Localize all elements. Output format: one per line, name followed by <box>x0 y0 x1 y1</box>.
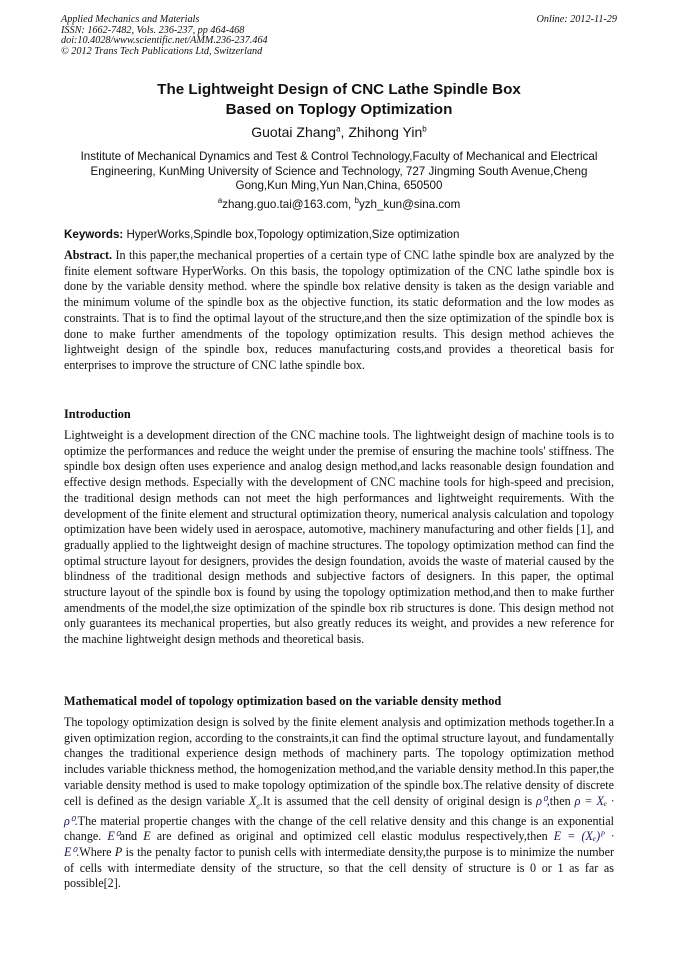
paper-title <box>61 80 617 120</box>
email-1-sup: a <box>217 196 223 206</box>
author-separator: , <box>340 124 349 140</box>
author-1: Guotai Zhang <box>251 124 337 140</box>
density-equation: ρ = Xₑ · ρ⁰ <box>64 793 614 828</box>
design-variable-subscript: e <box>256 800 260 810</box>
journal-name: Applied Mechanics and Materials <box>61 14 200 25</box>
math-model-text: The topology optimization design is solved by the finite element analysis and optimization methods together.In a given optimization region, according to the constraints,it can find the optimal structure layout, and fundamentally changes the traditional experience design methods of machinery parts. The topology optimization method includes variable thickness method, the homogenization method,and the variable density method.In this paper,the variable density method is used to make topology optimization of the spindle box.The relative density of discrete cell is defined as the design variable $X_e.It$ is assumed that the cell density of original design is ρ⁰,then ρ = Xₑ · ρ⁰.The material propertie changes with the change of the cell relative density and this change is an exponential change. E⁰and E are defined as original and optimized cell elastic modulus respectively,then E = (Xₑ)ᴾ · E⁰.Where P is the penalty factor to punish cells with intermediate density,the purpose is to minimize the number of cells with intermediate density of the structure, so that the cell density of structure is 0 or 1 as far as possible[2]. <box>64 715 614 891</box>
doi-line: doi:10.4028/www.scientific.net/AMM.236-237.464 <box>61 35 268 46</box>
design-variable-symbol: X <box>248 793 257 808</box>
introduction-heading: Introduction <box>64 407 131 421</box>
issn-line: ISSN: 1662-7482, Vols. 236-237, pp 464-468 <box>61 24 245 36</box>
authors <box>61 124 617 140</box>
introduction-text: Lightweight is a development direction of the CNC machine tools. The lightweight design of machine tools is to optimize the performances and reduce the weight under the premise of ensuring the machine tools' stiffness. The spindle box design often uses experience and analog design method,and lacks reasonable design foundation and effective design methods. Especially with the development of CNC machine tools for high-speed and precision, the traditional design methods can not meet the high performances and lightweight requirements. With the development of the finite element and structural optimization theory, numerical analysis calculation and topology optimization have been widely used in aerospace, automotive, machinery manufacturing and other fields [1], and gradually applied to the lightweight design of machine structures. The topology optimization method can find the optimal structure layout for designers, provides the design foundation, avoids the waste of material caused by the blindness of the traditional design methods and subjective factors of designers. In this paper, the optimal structure layout of the spindle box is found by using the topology optimization method,and then to make further amendments of the model,the size optimization of the spindle box rib structures is done. This design method not only guarantees its mechanical properties, but also greatly reduces its weight, and provides a new reference for the machine lightweight design methods and theoretical basis. <box>64 428 614 647</box>
keywords-label: Keywords: <box>64 228 124 241</box>
e-symbol: E <box>143 829 151 844</box>
keywords-text: HyperWorks,Spindle box,Topology optimization,Size optimization <box>123 228 460 241</box>
modulus-equation: E = (Xₑ)ᴾ · E⁰ <box>64 829 614 860</box>
email-1[interactable]: zhang.guo.tai@163.com, <box>222 198 355 211</box>
email-2-sup: b <box>354 196 359 206</box>
email-2[interactable]: yzh_kun@sina.com <box>358 198 461 211</box>
affiliation: Institute of Mechanical Dynamics and Test & Control Technology,Faculty of Mechanical and Electrical Engineering, KunMing University of Science and Technology, 727 Jingming South Avenue,Cheng Gong,Kun Ming,Yun Nan,China, 650500 <box>80 150 598 193</box>
copyright-line: © 2012 Trans Tech Publications Ltd, Switzerland <box>61 45 263 57</box>
author-2-sup: b <box>422 124 427 134</box>
running-header <box>61 15 617 57</box>
abstract-label: Abstract. <box>64 248 113 262</box>
abstract <box>64 248 614 374</box>
penalty-symbol: P <box>114 845 123 860</box>
title-line-1: The Lightweight Design of CNC Lathe Spindle Box <box>157 81 521 98</box>
online-date: Online: 2012-11-29 <box>536 14 617 25</box>
author-1-sup: a <box>336 124 341 134</box>
author-2: Zhihong Yin <box>348 124 423 140</box>
rho0-symbol: ρ⁰ <box>536 793 547 808</box>
abstract-text: In this paper,the mechanical properties of a certain type of CNC lathe spindle box are analyzed by the finite element software HyperWorks. On this basis, the topology optimization of the CNC lathe spindle box is done by the variable density method. where the spindle box relative density is taken as the design variable and the minimum volume of the spindle box as the objective function, its static deformation and the low modes as constraints. That is to find the optimal layout of the structure,and then the size optimization of the spindle box is done to make further amendments of the topology optimization results. This design method achieves the lightweight design of the spindle box, reduces manufacturing costs,and provides a theoretical basis for enterprises to improve the structure of CNC lathe spindle box. <box>64 248 614 372</box>
math-model-heading: Mathematical model of topology optimization based on the variable density method <box>64 694 502 708</box>
keywords <box>64 228 616 241</box>
title-line-2: Based on Toplogy Optimization <box>225 101 453 118</box>
e0-symbol: E⁰ <box>107 829 120 844</box>
emails <box>61 198 617 211</box>
